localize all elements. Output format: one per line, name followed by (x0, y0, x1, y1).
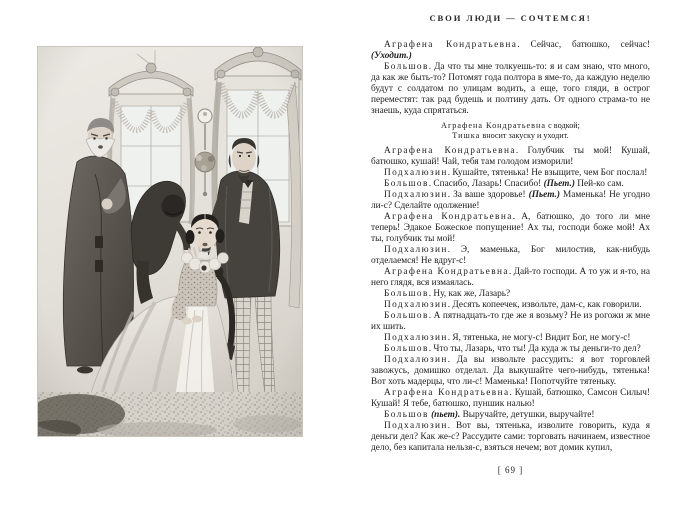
dialogue-text: . Спасибо, Лазарь! Спасибо! (428, 179, 544, 189)
character-name: Большов (384, 62, 429, 72)
dialogue-text: . Десять копеечек, извольте, дам-с, как говорили. (447, 300, 642, 310)
dialogue-paragraph (371, 421, 650, 454)
character-name: Аграфена Кондратьевна (441, 121, 547, 130)
dialogue-text: . Дай-то господи. А то уж и я-то, на него глядя, вся измаялась. (371, 267, 650, 288)
running-head: СВОИ ЛЮДИ — СОЧТЕМСЯ! (429, 13, 592, 23)
dialogue-paragraph (371, 190, 650, 212)
character-name: Подхалюзин (384, 168, 448, 178)
dialogue-paragraph (371, 168, 650, 179)
play-illustration (37, 46, 303, 437)
dialogue-paragraph (371, 146, 650, 168)
dialogue-text: . Да вы извольте рассудить: я вот торговлей завожусь, домишко отделал. Да выкушайте чего-нибудь, тятенька! Вот хоть мадерцы, что ли-с! Маменька! Попотчуйте тятеньку. (371, 355, 650, 387)
character-name: Большов (384, 179, 429, 189)
dialogue-text: . Кушай, батюшко, Самсон Силыч! Кушай! Я тебе, батюшко, пуншик налью! (371, 388, 650, 409)
dialogue-text: Выручайте, детушки, выручайте! (460, 410, 595, 420)
plate-vignette (37, 46, 303, 437)
character-name: Тишка (452, 131, 481, 140)
dialogue-text: . Да что ты мне толкуешь-то: я и сам знаю, что много, да как же быть-то? Потомят года полтора в яме-то, да каждую неделю будут с солдатом по улицам водить, а еще, того гляди, в острог переместят: так рад будешь и полтину дать. От одного страма-то не знаешь, куда спрятаться. (371, 62, 650, 116)
dialogue-text: . А пятнадцать-то где же я возьму? Не из рогожи ж мне их шить. (371, 311, 650, 332)
stage-remark: (Пьет.) (543, 179, 575, 189)
dialogue-paragraph (371, 311, 650, 333)
dialogue-text: . Э, маменька, Бог милостив, как-нибудь отделаемся! Не вдруг-с! (371, 245, 650, 266)
character-name: Аграфена Кондратьевна (384, 146, 516, 156)
dialogue-text: с водкой; (546, 121, 580, 130)
dialogue-paragraph (371, 300, 650, 311)
dialogue-text: . За ваше здоровье! (447, 190, 529, 200)
character-name: Большов (384, 311, 429, 321)
character-name: Подхалюзин (384, 421, 448, 431)
character-name: Подхалюзин (384, 300, 448, 310)
character-name: Большов (384, 344, 429, 354)
dialogue-paragraph (371, 289, 650, 300)
character-name: Большов (384, 289, 429, 299)
character-name: Подхалюзин (384, 190, 448, 200)
dialogue-paragraph (371, 212, 650, 245)
text-column (371, 40, 650, 454)
dialogue-text: . Ну, как же, Лазарь? (428, 289, 511, 299)
character-name: Аграфена Кондратьевна (384, 40, 518, 50)
character-name: Подхалюзин (384, 245, 448, 255)
stage-remark: (Уходит.) (371, 51, 412, 61)
dialogue-paragraph (371, 179, 650, 190)
dialogue-text: . Я, тятенька, не могу-с! Видит Бог, не могу-с! (447, 333, 631, 343)
character-name: Аграфена Кондратьевна (384, 388, 510, 398)
dialogue-text: вносит закуску и уходит. (480, 131, 569, 140)
dialogue-text: . Что ты, Лазарь, что ты! Да куда ж ты деньги-то дел? (428, 344, 641, 354)
stage-remark: (пьет). (431, 410, 461, 420)
dialogue-paragraph (371, 40, 650, 62)
dialogue-paragraph (371, 388, 650, 410)
dialogue-paragraph (371, 410, 650, 421)
right-page (371, 0, 650, 506)
dialogue-paragraph (371, 355, 650, 388)
character-name: Аграфена Кондратьевна (384, 267, 509, 277)
character-name: Подхалюзин (384, 355, 448, 365)
stage-remark: (Пьет.) (528, 190, 560, 200)
character-name: Подхалюзин (384, 333, 448, 343)
dialogue-text: . А, батюшко, до того ли мне теперь! Эдакое Божеское попущение! Ах ты, господи боже мой! Ах ты, голубчик ты мой! (371, 212, 651, 244)
stage-direction-line (371, 131, 650, 141)
character-name: Большов (384, 410, 429, 420)
page-number: [ 69 ] (497, 465, 524, 475)
dialogue-paragraph (371, 333, 650, 344)
dialogue-text: Маменька! Не угодно ли-с? Сделайте одолжение! (371, 190, 650, 211)
stage-direction (371, 121, 650, 141)
dialogue-text: . Голубчик ты мой! Кушай, батюшко, кушай! Чай, тебя там голодом изморили! (371, 146, 651, 167)
dialogue-paragraph (371, 62, 650, 117)
lithograph-svg (37, 46, 303, 437)
dialogue-text: . Вот вы, тятенька, изволите говорить, куда я деньги дел? Как же-с? Рассудите сами: торговать начинаем, известное дело, без капитала нельзя-с, взяться нечем; вот домик купил, (371, 421, 650, 453)
dialogue-paragraph (371, 267, 650, 289)
stage-direction-line (371, 121, 650, 131)
dialogue-paragraph (371, 245, 650, 267)
dialogue-text: . Сейчас, батюшко, сейчас! (517, 40, 650, 50)
dialogue-text: Пей-ко сам. (574, 179, 624, 189)
character-name: Аграфена Кондратьевна (384, 212, 513, 222)
dialogue-text: . Кушайте, тятенька! Не взыщите, чем Бог послал! (447, 168, 648, 178)
dialogue-paragraph (371, 344, 650, 355)
